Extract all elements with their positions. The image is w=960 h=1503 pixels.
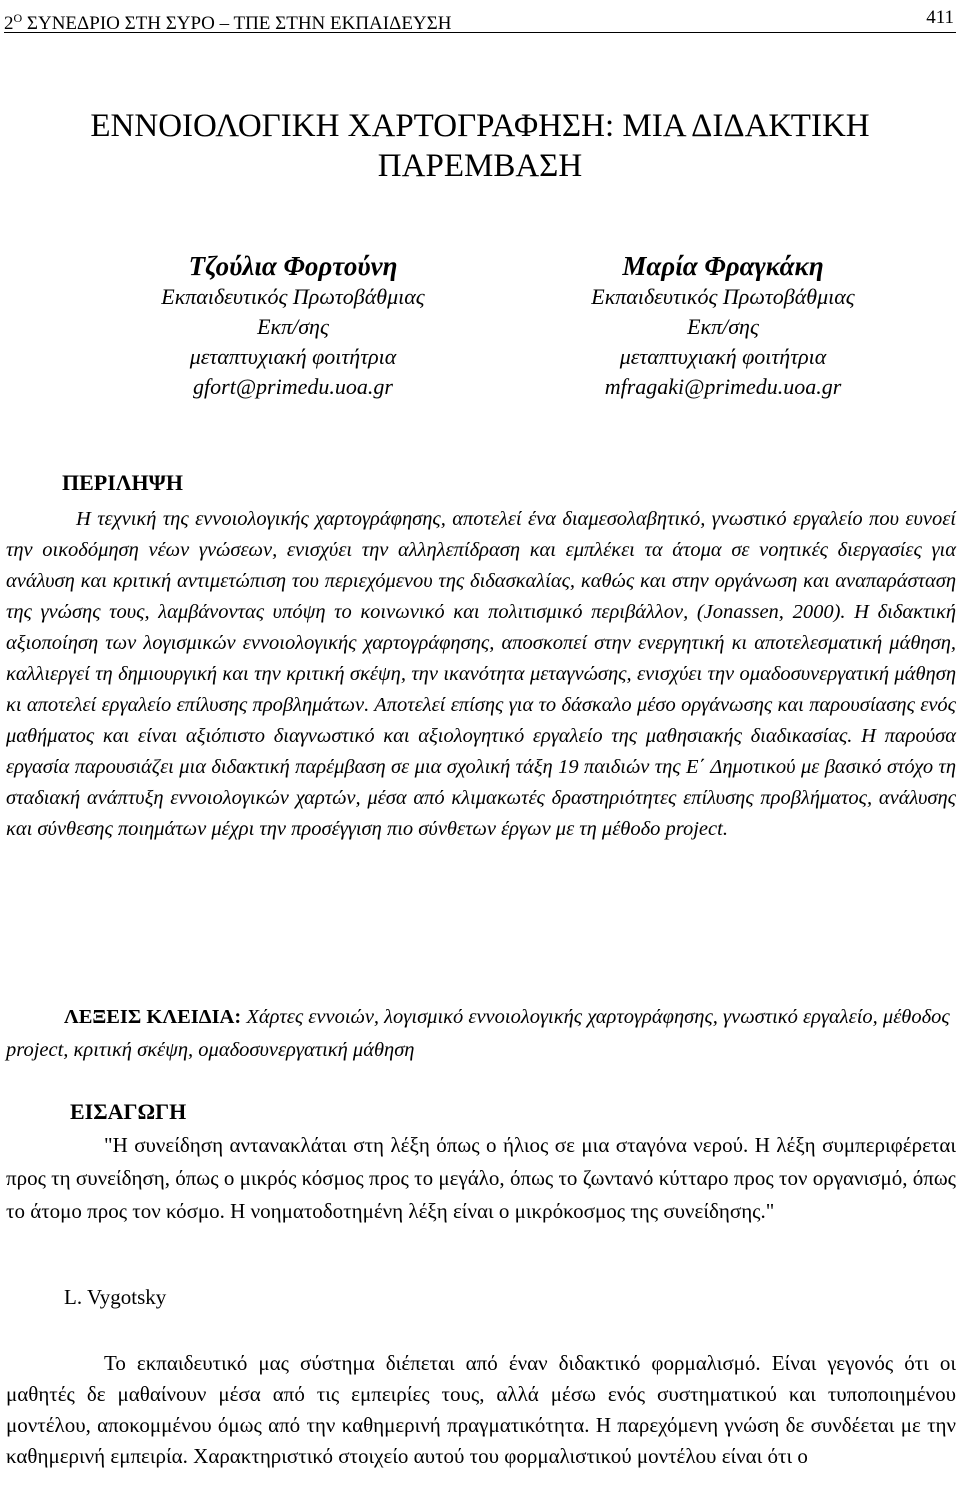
author-email: gfort@primedu.uoa.gr	[193, 374, 393, 399]
title-line-2: ΠΑΡΕΜΒΑΣΗ	[377, 148, 583, 184]
abstract-heading: ΠΕΡΙΛΗΨΗ	[62, 470, 183, 495]
author-block-2	[503, 250, 943, 402]
introduction-heading: ΕΙΣΑΓΩΓΗ	[70, 1099, 187, 1124]
paper-title	[30, 106, 930, 186]
author-block-1	[73, 250, 513, 402]
author-status: μεταπτυχιακή φοιτήτρια	[619, 344, 827, 369]
author-role-cont: Εκπ/σης	[687, 314, 759, 339]
abstract-text: Η τεχνική της εννοιολογικής χαρτογράφησης, αποτελεί ένα διαμεσολαβητικό, γνωστικό εργαλείο που ευνοεί την οικοδόμηση νέων γνώσεων, ενισχύει την αλληλεπίδραση και εμπλέκει τα άτομα σε νοητικές διεργασίες για ανάλυση και κριτική αντιμετώπιση του περιεχόμενου της διδασκαλίας, καθώς και στην οργάνωση και αναπαράσταση της γνώσης τους, λαμβάνοντας υπόψη το κοινωνικό και πολιτισμικό περιβάλλον, (Jonassen, 2000). Η διδακτική αξιοποίηση των λογισμικών εννοιολογικής χαρτογράφησης, αποσκοπεί στην ενεργητική κι αποτελεσματική μάθηση, καλλιεργεί τη δημιουργική και την κριτική σκέψη, την ικανότητα μεταγνώσης, ενισχύει την ομαδοσυνεργατική μάθηση κι αποτελεί εργαλείο επίλυσης προβλημάτων. Αποτελεί επίσης για το δάσκαλο μέσο οργάνωσης και παρουσίασης ενός μαθήματος και είναι αξιόπιστο διαγνωστικό και αξιολογητικό εργαλείο της μαθησιακής διαδικασίας. Η παρούσα εργασία παρουσιάζει μια διδακτική παρέμβαση σε μια σχολική τάξη 19 παιδιών της Ε΄ Δημοτικού με βασικό στόχο τη σταδιακή ανάπτυξη εννοιολογικών χαρτών, μέσα από κλιμακωτές δραστηριότητες επίλυσης προβλήματος, ανάλυσης και σύνθεσης ποιημάτων μέχρι την προσέγγιση πιο σύνθετων έργων με τη μέθοδο project.	[6, 508, 956, 840]
keywords	[6, 1001, 956, 1067]
keywords-text: Χάρτες εννοιών, λογισμικό εννοιολογικής χαρτογράφησης, γνωστικό εργαλείο, μέθοδος project, κριτική σκέψη, ομαδοσυνεργατική μάθηση	[6, 1006, 950, 1061]
epigraph-quote: "Η συνείδηση αντανακλάται στη λέξη όπως ο ήλιος σε μια σταγόνα νερού. Η λέξη συμπεριφέρεται προς τη συνείδηση, όπως ο μικρός κόσμος προς το μεγάλο, όπως το ζωντανό κύτταρο προς τον οργανισμό, όπως το άτομο προς τον κόσμο. Η νοηματοδοτημένη λέξη είναι ο μικρόκοσμος της συνείδησης."	[6, 1133, 956, 1223]
author-role-cont: Εκπ/σης	[257, 314, 329, 339]
title-line-1: ΕΝΝΟΙΟΛΟΓΙΚΗ ΧΑΡΤΟΓΡΑΦΗΣΗ: ΜΙΑ ΔΙΔΑΚΤΙΚΗ	[90, 108, 870, 144]
introduction-paragraph: Το εκπαιδευτικό μας σύστημα διέπεται από έναν διδακτικό φορμαλισμό. Είναι γεγονός ότι οι μαθητές δε μαθαίνουν μέσα από τις εμπειρίες τους, αλλά μέσω ενός συστηματικού και τυποποιημένου μοντέλου, αποκομμένου όμως από την καθημερινή πραγματικότητα. Η παρεχόμενη γνώση δε συνδέεται με την καθημερινή εμπειρία. Χαρακτηριστικό στοιχείο αυτού του φορμαλιστικού μοντέλου είναι ότι ο	[6, 1351, 956, 1468]
epigraph-author: L. Vygotsky	[64, 1285, 167, 1309]
author-name: Μαρία Φραγκάκη	[622, 251, 824, 281]
conference-name: $2^O$ ΣΥΝΕΔΡΙΟ ΣΤΗ ΣΥΡΟ – ΤΠΕ ΣΤΗΝ ΕΚΠΑΙΔΕΥΣΗ	[4, 11, 452, 34]
author-role: Εκπαιδευτικός Πρωτοβάθμιας	[161, 284, 425, 309]
author-role: Εκπαιδευτικός Πρωτοβάθμιας	[591, 284, 855, 309]
keywords-label: ΛΕΞΕΙΣ ΚΛΕΙΔΙΑ:	[64, 1006, 242, 1028]
ordinal-superscript: Ο	[13, 11, 23, 25]
author-email: mfragaki@primedu.uoa.gr	[604, 374, 842, 399]
running-header	[4, 6, 956, 33]
author-name: Τζούλια Φορτούνη	[188, 251, 398, 281]
author-status: μεταπτυχιακή φοιτήτρια	[189, 344, 397, 369]
page-number: 411	[926, 7, 954, 28]
